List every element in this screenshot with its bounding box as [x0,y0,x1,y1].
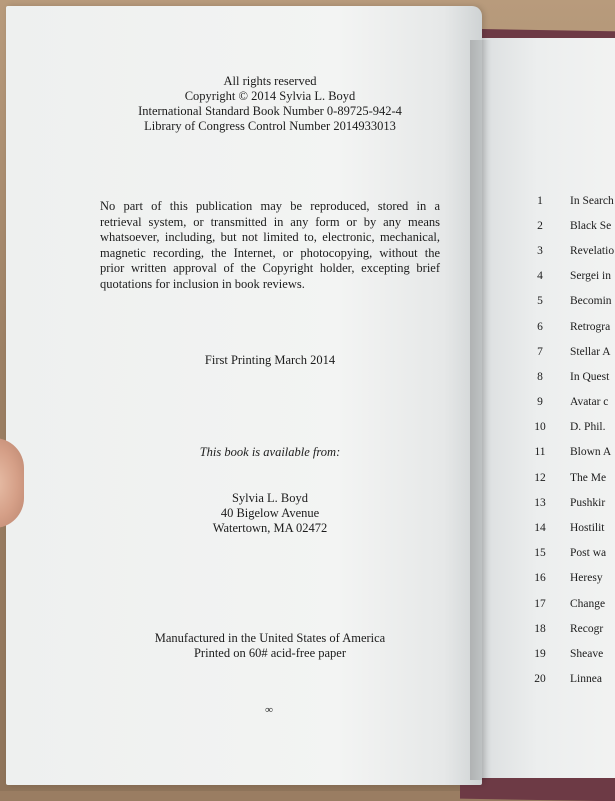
table-of-contents [520,188,615,692]
toc-entry [520,339,615,364]
toc-entry-number: 17 [534,597,546,610]
toc-entry-number: 8 [537,370,543,383]
toc-entry [520,314,615,339]
toc-entry-title: Retrogra [570,320,611,333]
toc-entry-title: Sheave [570,647,604,660]
toc-entry-number: 5 [537,295,543,308]
toc-entry [520,213,615,238]
address-street: 40 Bigelow Avenue [220,506,320,520]
toc-entry [520,667,615,692]
toc-entry-title: Stellar A [570,345,611,358]
address-city: Watertown, MA 02472 [212,521,328,535]
paper-line: Printed on 60# acid-free paper [193,646,347,660]
notice-line: prior written approval of the Copyright holder, excepting brief [100,261,440,275]
toc-entry-number: 19 [534,647,546,660]
toc-entry-title: Hostilit [570,522,605,535]
toc-entry-number: 11 [534,446,546,459]
toc-entry-title: Linnea [570,673,602,686]
toc-entry-title: In Quest [570,370,610,383]
toc-entry-number: 18 [534,622,546,635]
toc-entry-number: 4 [537,270,543,283]
toc-entry-title: The Me [570,471,607,484]
toc-entry [520,490,615,515]
acid-free-paper-icon: ∞ [265,704,273,716]
copyright-line: Copyright © 2014 Sylvia L. Boyd [184,89,356,103]
manufactured-line: Manufactured in the United States of America [154,631,386,645]
toc-entry-title: Black Se [570,219,612,232]
toc-entry-number: 2 [537,219,543,232]
toc-entry-number: 13 [534,496,546,509]
toc-entry-number: 1 [537,194,543,207]
manufacturing-block [100,631,440,661]
toc-entry-title: D. Phil. [570,421,606,434]
toc-entry [520,440,615,465]
rights-line: All rights reserved [223,74,317,88]
toc-entry [520,465,615,490]
toc-entry-title: Pushkir [570,496,606,509]
toc-entry-title: In Search [570,194,614,207]
toc-entry [520,641,615,666]
toc-entry-title: Blown A [570,446,612,459]
notice-line: magnetic recording, the Internet, or photocopying, without the [100,245,440,260]
toc-entry-number: 9 [537,396,543,409]
toc-entry-number: 6 [537,320,543,333]
lccn-line: Library of Congress Control Number 2014933013 [144,119,396,133]
notice-line: whatsoever, including, but not limited to, electronic, mechanical, [100,230,440,244]
toc-entry [520,566,615,591]
toc-entry [520,541,615,566]
toc-entry-number: 10 [534,421,546,434]
toc-entry [520,188,615,213]
availability-heading: This book is available from: [199,445,341,459]
gutter-shadow [470,40,492,780]
toc-entry [520,515,615,540]
toc-entry-title: Sergei in [570,270,611,283]
printing-line: First Printing March 2014 [204,353,336,367]
toc-entry-title: Post wa [570,547,607,560]
notice-line: retrieval system, or transmitted in any form or by any means [100,214,440,229]
toc-entry-number: 15 [534,547,546,560]
toc-entry-title: Recogr [570,622,604,635]
toc-entry [520,364,615,389]
toc-entry [520,390,615,415]
toc-entry-number: 20 [534,673,546,686]
toc-entry-title: Heresy [570,572,603,585]
reproduction-notice [100,199,440,292]
address-block [100,491,440,536]
toc-entry-number: 14 [534,522,546,535]
toc-entry [520,616,615,641]
toc-entry-title: Change [570,597,606,610]
toc-entry [520,264,615,289]
address-name: Sylvia L. Boyd [231,491,309,505]
isbn-line: International Standard Book Number 0-89725-942-4 [138,104,402,118]
toc-entry-number: 16 [534,572,546,585]
toc-entry-title: Becomin [570,295,612,308]
toc-entry [520,415,615,440]
toc-entry [520,238,615,263]
toc-entry-title: Revelatio [570,244,615,257]
toc-entry-number: 3 [537,244,543,257]
rights-block [100,74,440,134]
notice-line: No part of this publication may be reproduced, stored in a [100,199,440,213]
toc-entry [520,289,615,314]
toc-entry [520,591,615,616]
toc-entry-number: 7 [537,345,543,358]
notice-line: quotations for inclusion in book reviews. [100,276,305,291]
toc-entry-number: 12 [534,471,546,484]
toc-entry-title: Avatar c [570,396,609,409]
